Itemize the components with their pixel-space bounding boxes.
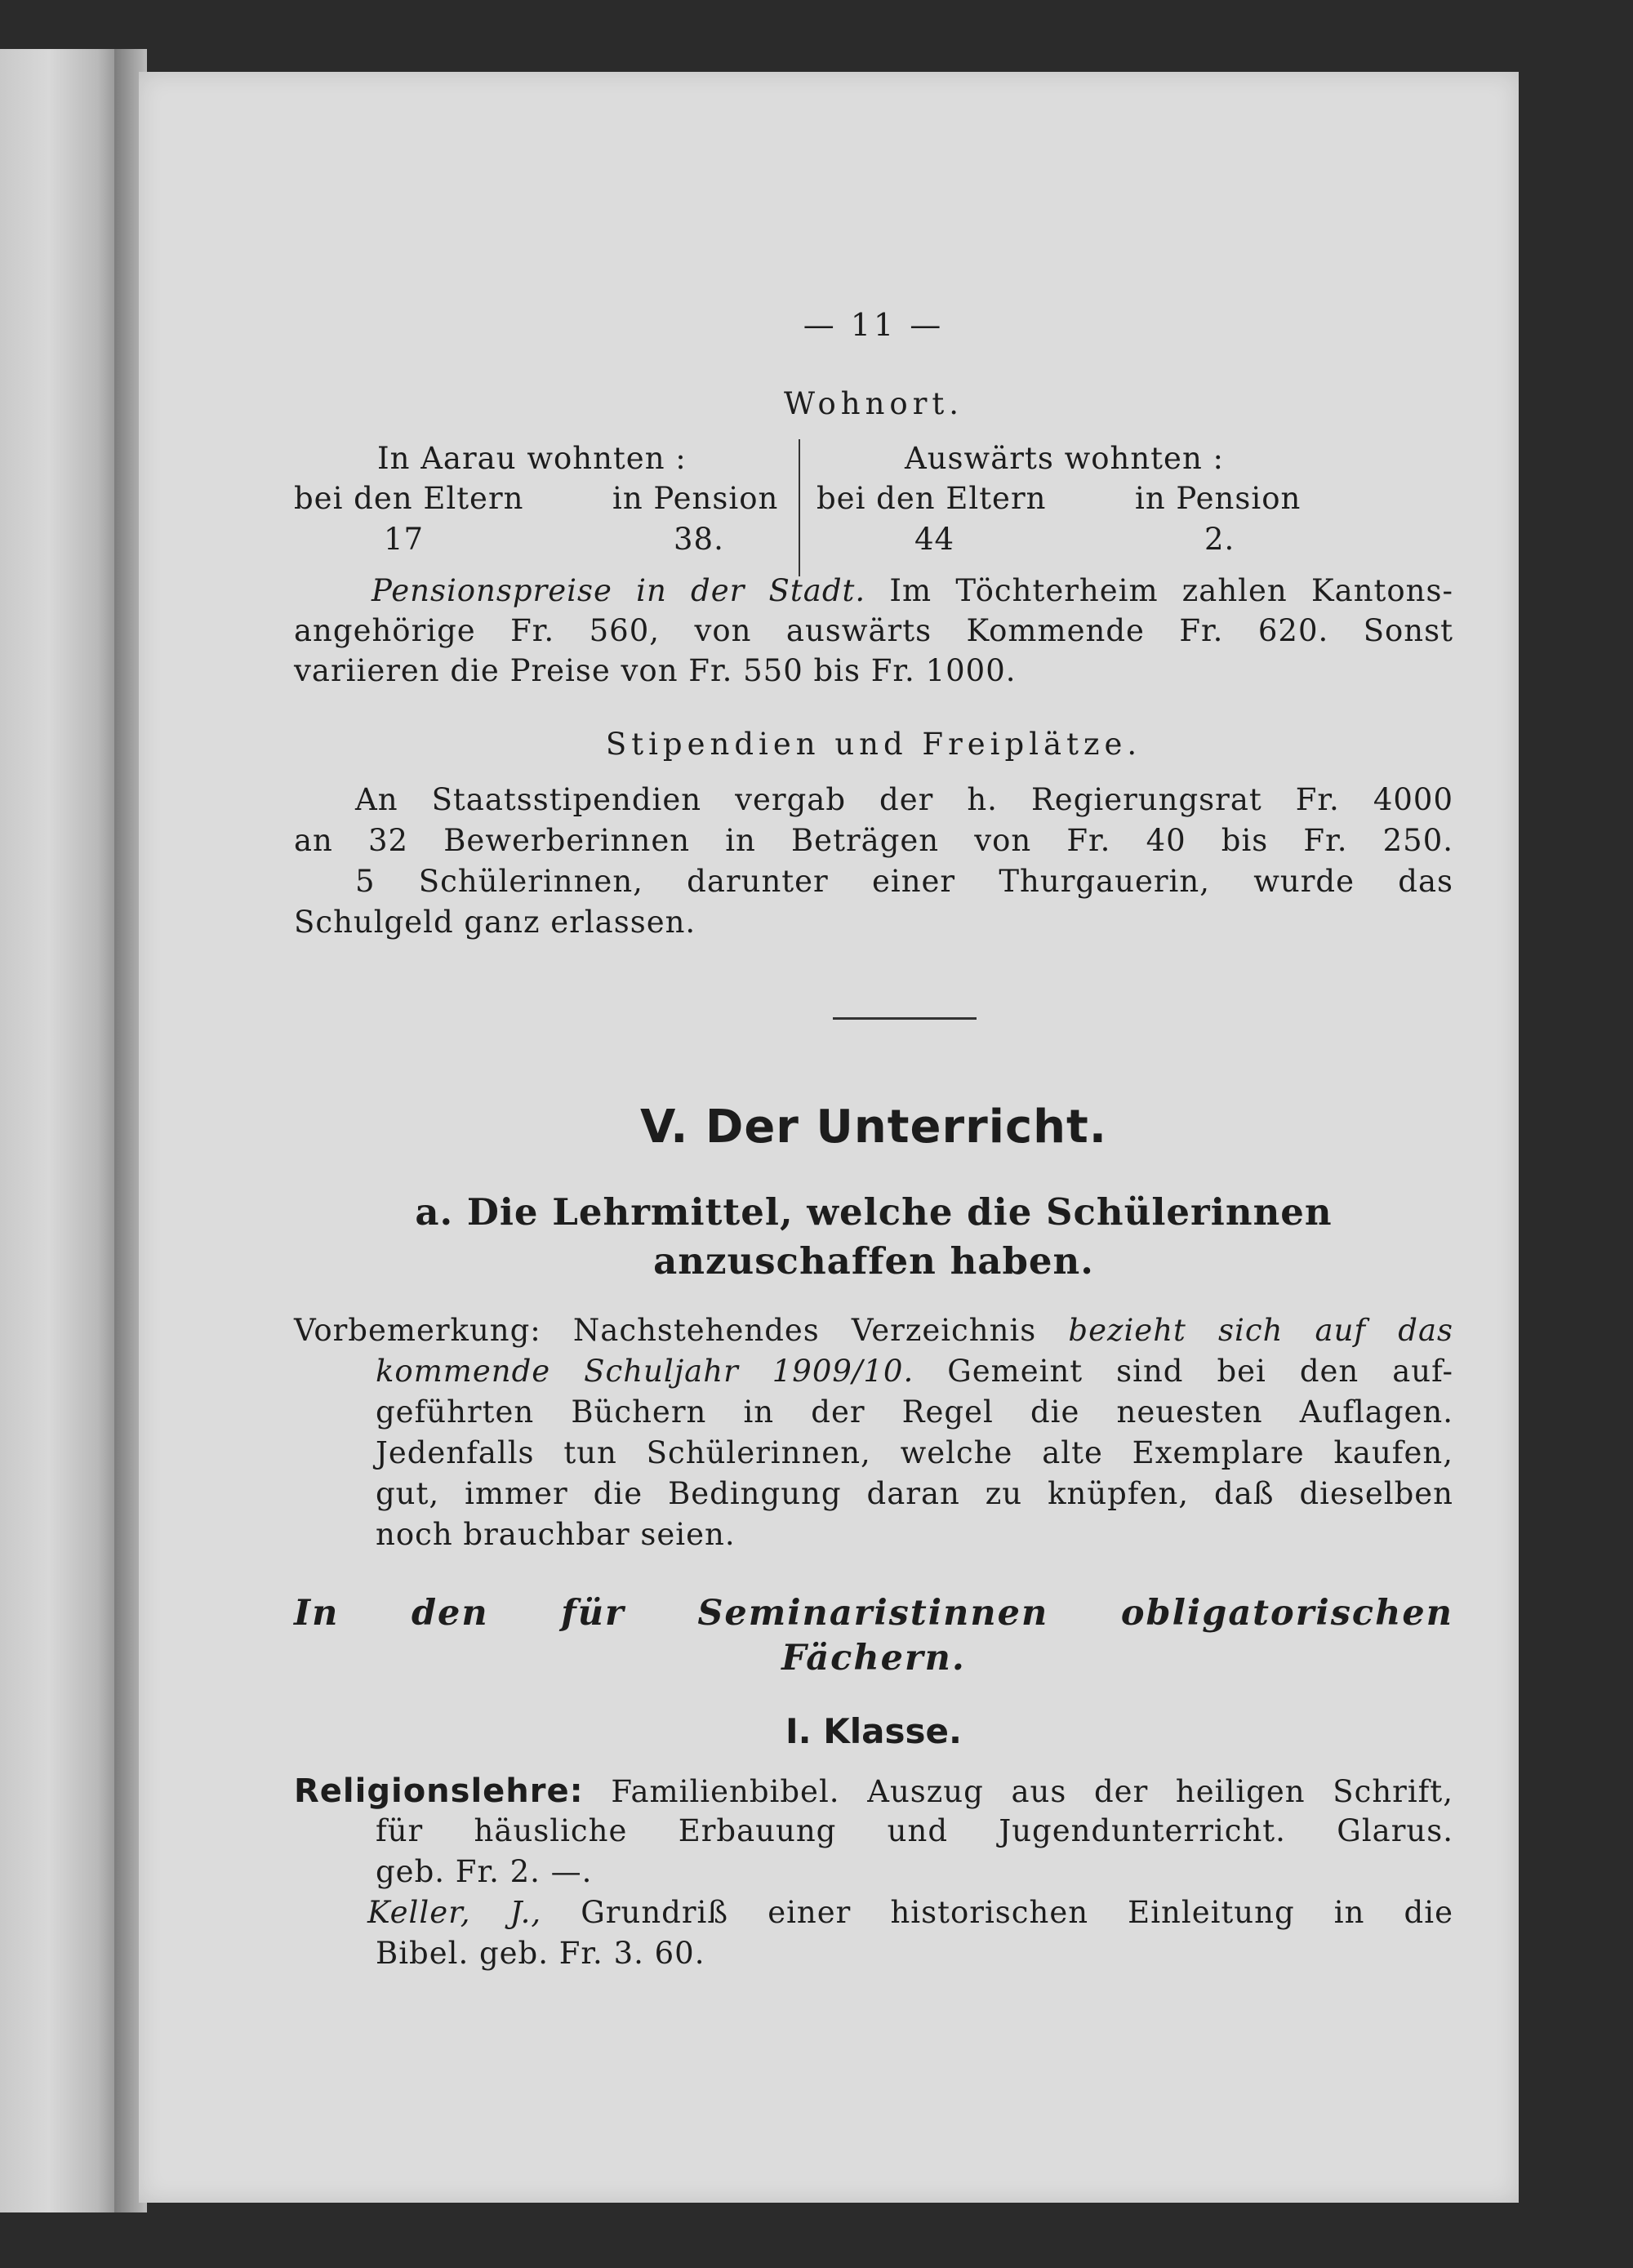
pension-line-1 [372,573,1453,608]
subsection-heading-line-1: a. Die Lehrmittel, welche die Schülerinnen [415,1190,1333,1234]
subsection-heading-line-2: anzuschaffen haben. [653,1239,1094,1283]
vorbemerkung-line-4: Jedenfalls tun Schülerinnen, welche alte Exemplare kaufen, [376,1435,1453,1470]
vorbemerkung-line-2 [376,1354,1453,1389]
vorbemerkung-label: Vorbemerkung: [294,1313,541,1348]
table-divider [799,439,800,576]
religion-line-1 [294,1772,1453,1810]
aarau-label: In Aarau wohnten : [377,441,687,476]
religion-line-2: für häusliche Erbauung und Jugendunterricht. Glarus. [376,1813,1453,1848]
stipendien-title: Stipendien und Freiplätze. [605,727,1142,762]
pension-line-2: angehörige Fr. 560, von auswärts Kommende Fr. 620. Sonst [294,613,1453,648]
section-heading: V. Der Unterricht. [639,1101,1108,1154]
vorbemerkung-line-3: geführten Büchern in der Regel die neuesten Auflagen. [376,1394,1453,1430]
religion-line-5: Bibel. geb. Fr. 3. 60. [376,1936,705,1971]
value-pension-aarau: 38. [674,522,724,557]
vorbemerkung-line-5: gut, immer die Bedingung daran zu knüpfen, daß dieselben [376,1476,1453,1511]
obligatorisch-heading-line-1: In den für Seminaristinnen obligatorischen [294,1593,1453,1634]
pension-lead: Pensionspreise in der Stadt. [372,573,866,608]
value-eltern-auswaerts: 44 [914,522,955,557]
col-pension-auswaerts: in Pension [1135,481,1302,516]
religion-line-4-rest: Grundriß einer historischen Einleitung in die [541,1895,1453,1930]
vorbemerkung-line-1 [294,1313,1453,1348]
religion-label: Religionslehre: [294,1772,584,1810]
stipendien-line-2: an 32 Bewerberinnen in Beträgen von Fr. 40 bis Fr. 250. [294,823,1453,858]
value-pension-auswaerts: 2. [1204,522,1235,557]
col-eltern-aarau: bei den Eltern [294,481,524,516]
pension-line-3: variieren die Preise von Fr. 550 bis Fr. 1000. [294,653,1017,688]
col-eltern-auswaerts: bei den Eltern [816,481,1047,516]
section-divider [833,1017,977,1020]
religion-line-3: geb. Fr. 2. —. [376,1854,593,1889]
stipendien-line-3: 5 Schülerinnen, darunter einer Thurgauerin, wurde das [355,864,1453,899]
vorbemerkung-line-1-b: bezieht sich auf das [1068,1313,1453,1348]
col-pension-aarau: in Pension [612,481,779,516]
wohnort-title: Wohnort. [783,386,964,421]
religion-author: Keller, J., [367,1895,542,1930]
vorbemerkung-line-2-italic: kommende Schuljahr 1909/10. [376,1354,914,1389]
religion-line-4 [367,1895,1453,1930]
pension-line-1-rest: Im Töchterheim zahlen Kantons- [865,573,1453,608]
religion-line-1-rest: Familienbibel. Auszug aus der heiligen Schrift, [583,1774,1453,1809]
obligatorisch-heading-line-2: Fächern. [781,1638,966,1679]
vorbemerkung-line-2-rest: Gemeint sind bei den auf- [914,1354,1454,1389]
vorbemerkung-line-1-a: Nachstehendes Verzeichnis [541,1313,1069,1348]
value-eltern-aarau: 17 [384,522,425,557]
stipendien-line-4: Schulgeld ganz erlassen. [294,905,696,940]
facing-page-edge [0,49,122,2212]
auswaerts-label: Auswärts wohnten : [905,441,1224,476]
book-page [139,72,1519,2203]
stipendien-line-1: An Staatsstipendien vergab der h. Regierungsrat Fr. 4000 [355,782,1453,817]
vorbemerkung-line-6: noch brauchbar seien. [376,1517,736,1552]
page-number: — 11 — [803,307,945,343]
klasse-heading: I. Klasse. [785,1711,962,1751]
